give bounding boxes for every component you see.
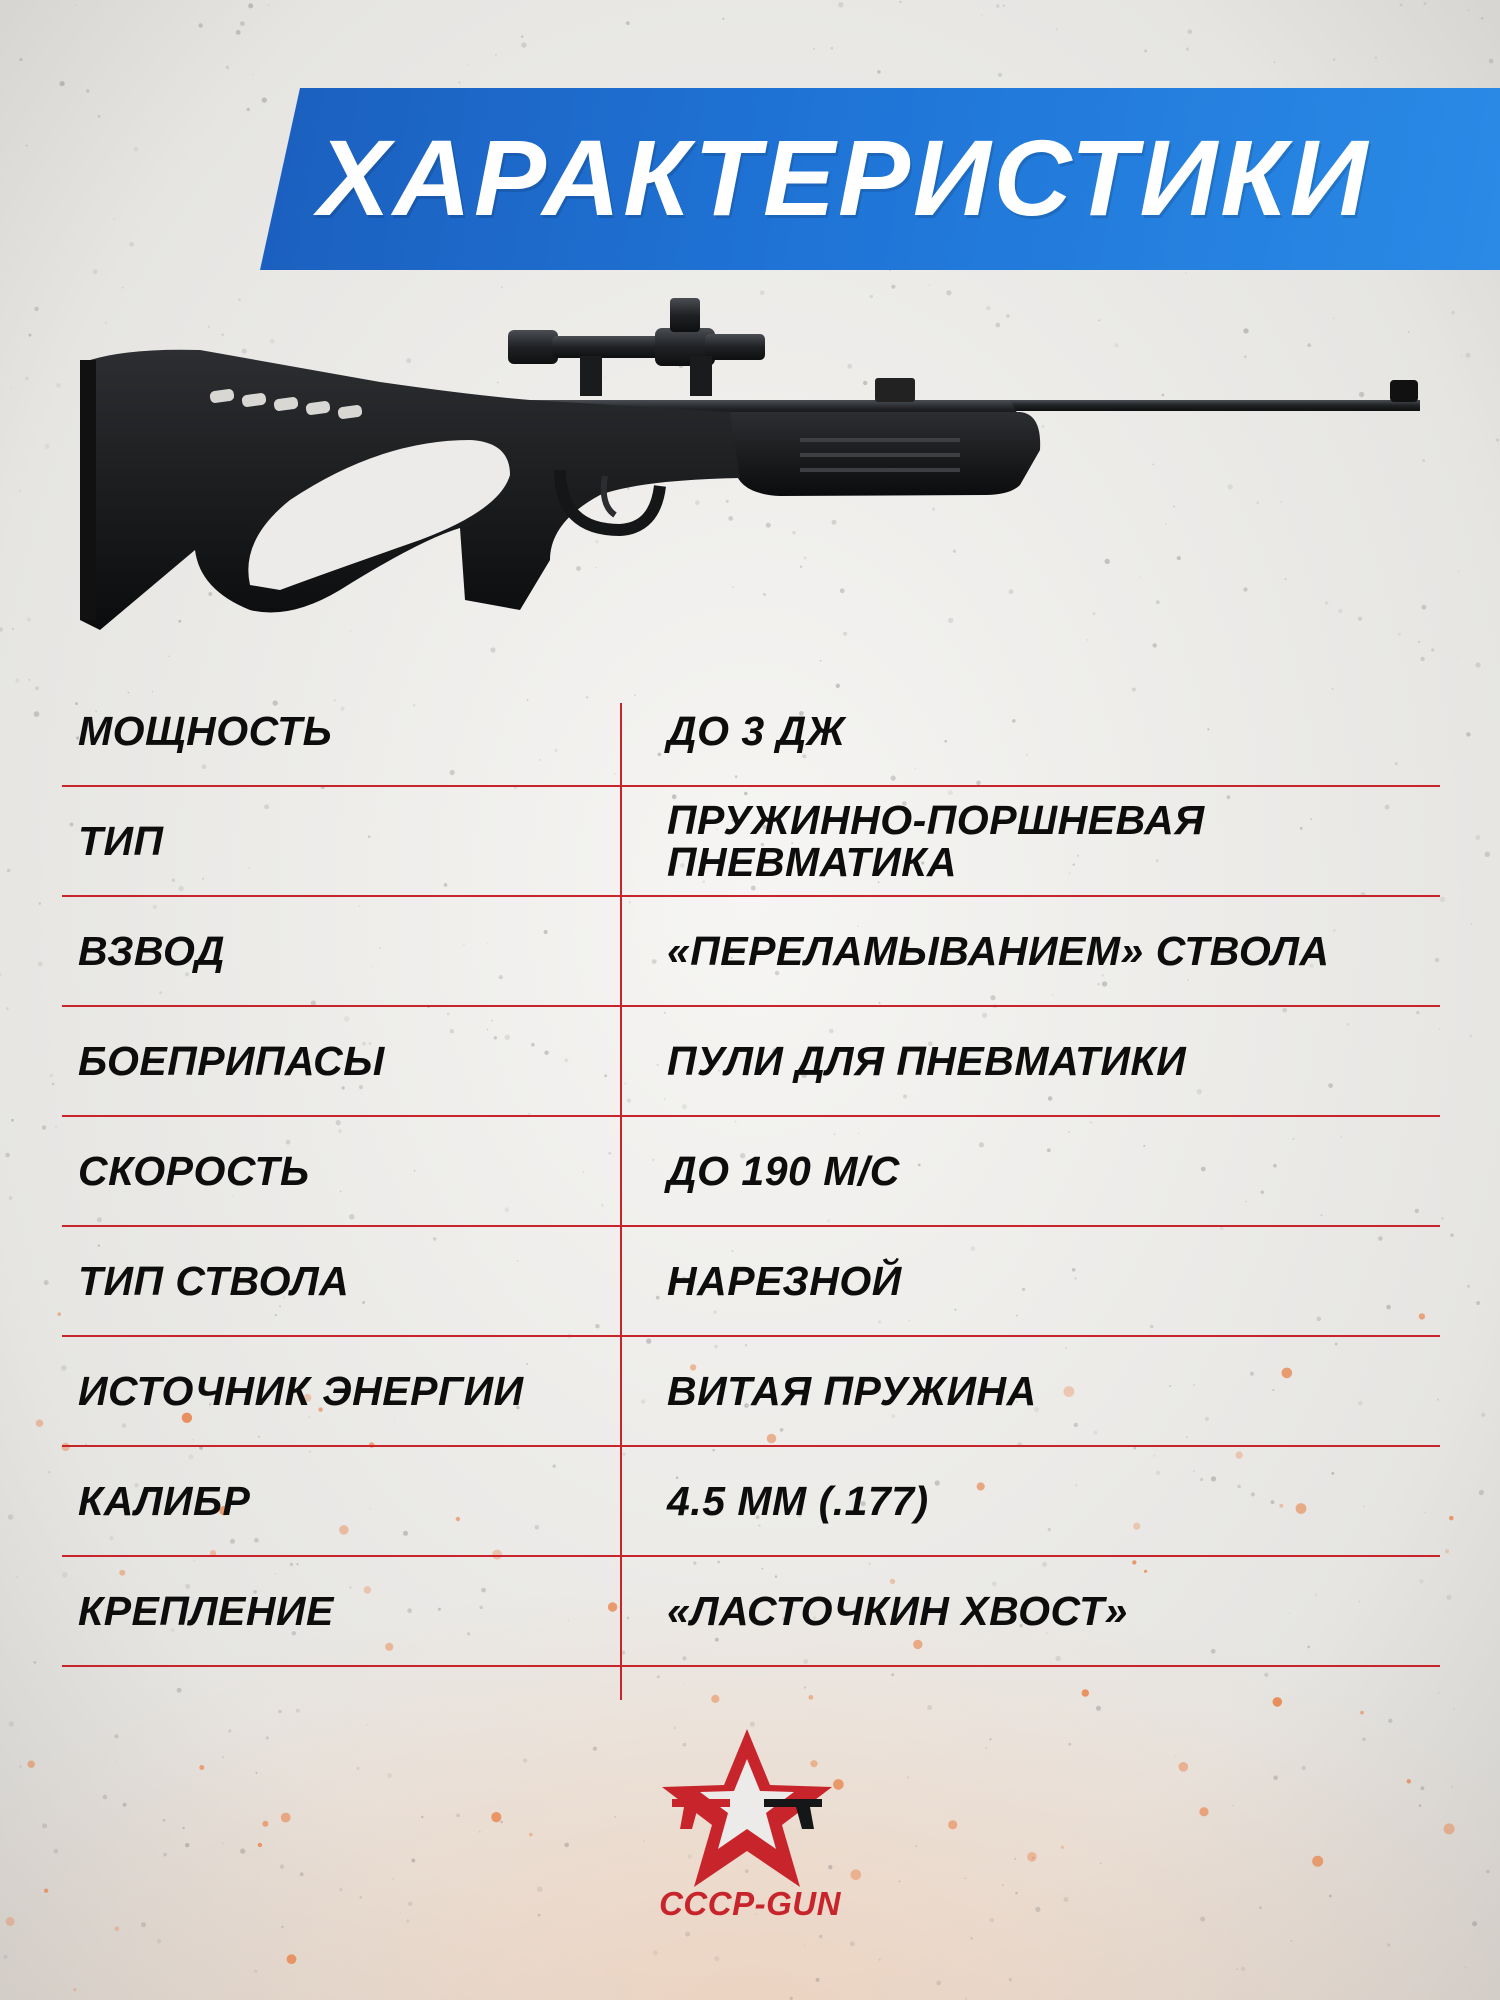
specs-table	[62, 677, 1440, 1667]
spec-value: ДО 190 М/С	[667, 1148, 900, 1194]
page-title: ХАРАКТЕРИСТИКИ	[318, 117, 1371, 238]
spec-row	[62, 897, 1440, 1007]
spec-row	[62, 787, 1440, 897]
spec-label: ИСТОЧНИК ЭНЕРГИИ	[78, 1368, 524, 1414]
spec-value: НАРЕЗНОЙ	[667, 1258, 902, 1304]
spec-label: КРЕПЛЕНИЕ	[78, 1588, 334, 1634]
spec-value: «ПЕРЕЛАМЫВАНИЕМ» СТВОЛА	[667, 928, 1330, 974]
brand-logo-text: СССР-GUN	[659, 1885, 841, 1922]
spec-row	[62, 1337, 1440, 1447]
star-with-pistols-logo-icon	[652, 1725, 842, 1895]
spec-label: ВЗВОД	[78, 928, 225, 974]
spec-label: ТИП СТВОЛА	[78, 1258, 350, 1304]
spec-label: МОЩНОСТЬ	[78, 708, 333, 754]
spec-value: ПРУЖИННО-ПОРШНЕВАЯ ПНЕВМАТИКА	[667, 797, 1205, 885]
spec-label: КАЛИБР	[78, 1478, 251, 1524]
spec-row	[62, 1557, 1440, 1667]
spec-row	[62, 1227, 1440, 1337]
spec-row	[62, 677, 1440, 787]
spec-label: БОЕПРИПАСЫ	[78, 1038, 385, 1084]
spec-value: ВИТАЯ ПРУЖИНА	[667, 1368, 1037, 1414]
spec-row	[62, 1447, 1440, 1557]
spec-label: ТИП	[78, 818, 164, 864]
scope	[508, 298, 765, 396]
spec-value: ДО 3 ДЖ	[667, 708, 846, 754]
spec-row	[62, 1117, 1440, 1227]
spec-label: СКОРОСТЬ	[78, 1148, 310, 1194]
spec-row	[62, 1007, 1440, 1117]
spec-value: ПУЛИ ДЛЯ ПНЕВМАТИКИ	[667, 1038, 1187, 1084]
air-rifle-image	[80, 290, 1440, 630]
spec-value: 4.5 ММ (.177)	[667, 1478, 929, 1524]
spec-value: «ЛАСТОЧКИН ХВОСТ»	[667, 1588, 1128, 1634]
